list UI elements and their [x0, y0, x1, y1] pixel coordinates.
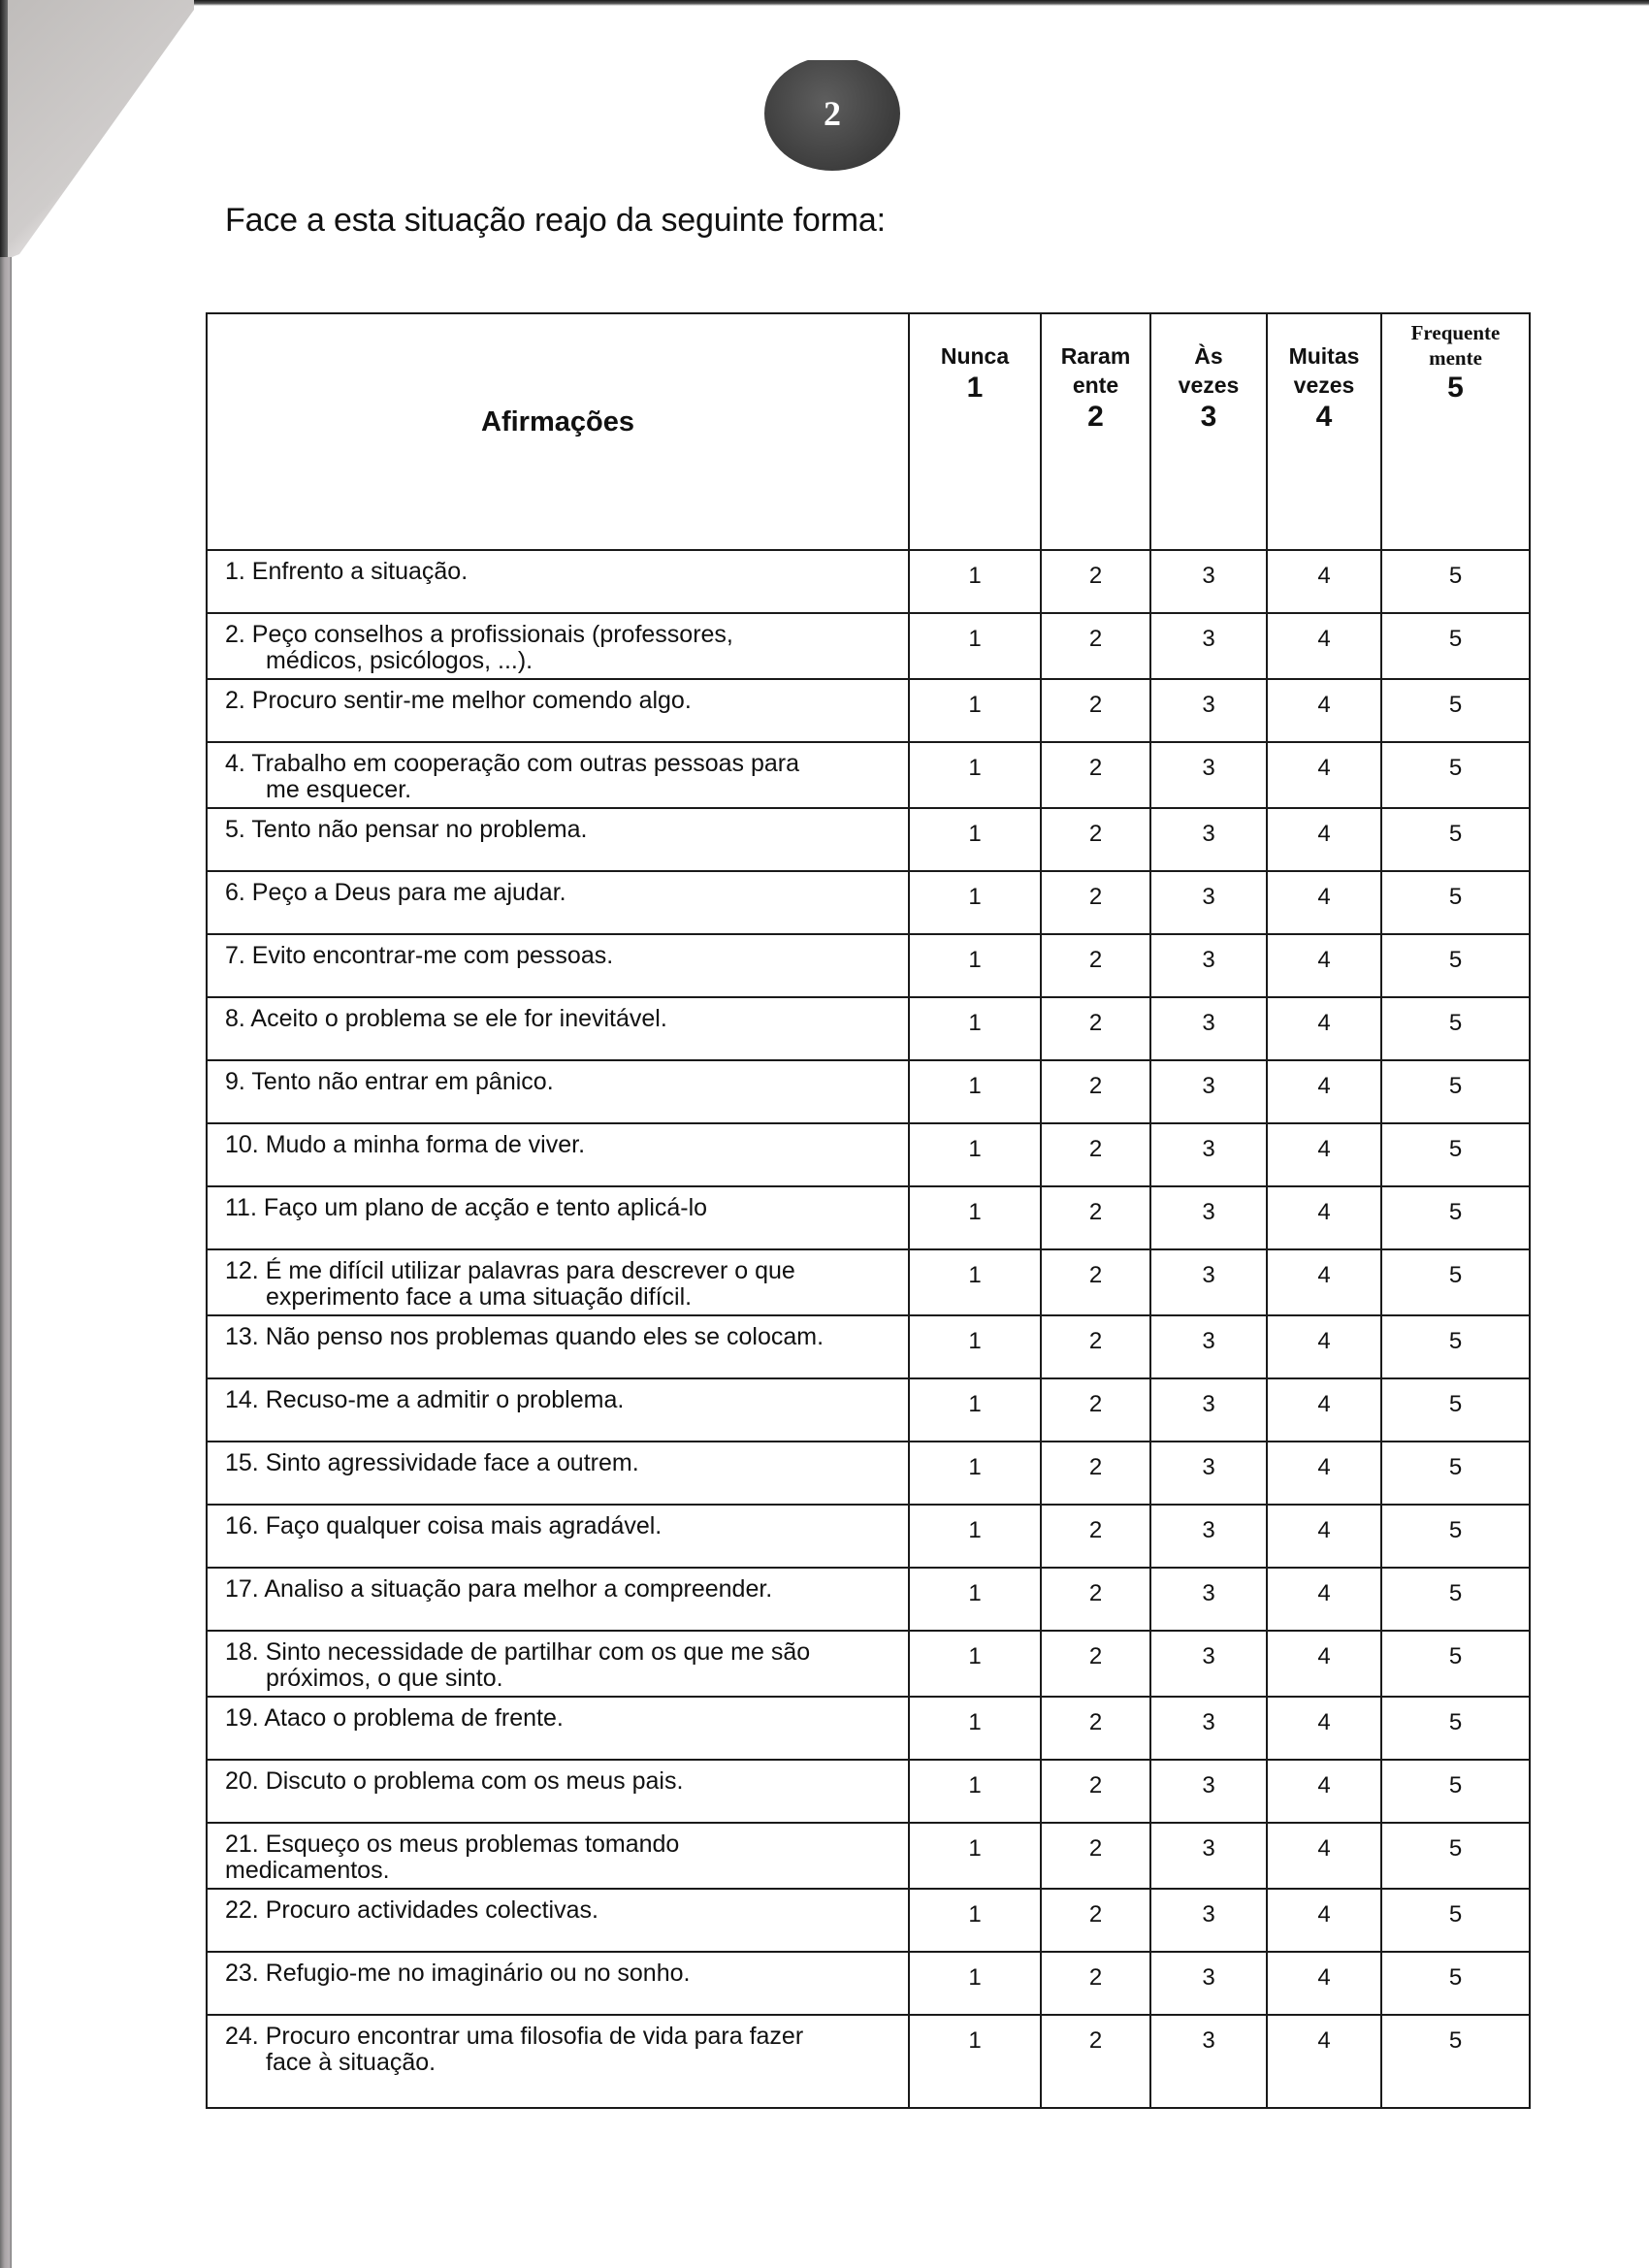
statement-text-continuation: medicamentos. — [225, 1857, 390, 1884]
rating-option-4[interactable]: 4 — [1267, 934, 1381, 997]
statement-text: 14. Recuso-me a admitir o problema. — [225, 1386, 625, 1413]
statement-cell — [207, 808, 909, 871]
rating-option-4[interactable]: 4 — [1267, 1505, 1381, 1568]
statements-column-header: Afirmações — [207, 313, 909, 550]
rating-option-1[interactable]: 1 — [909, 1952, 1041, 2015]
rating-option-4[interactable]: 4 — [1267, 742, 1381, 808]
table-row — [207, 808, 1530, 871]
statement-text: 22. Procuro actividades colectivas. — [225, 1896, 598, 1924]
option-header-4 — [1267, 313, 1381, 550]
rating-option-5[interactable]: 5 — [1381, 1060, 1530, 1123]
statement-text: 21. Esqueço os meus problemas tomando — [225, 1831, 680, 1858]
table-row — [207, 2015, 1530, 2108]
rating-option-3[interactable]: 3 — [1150, 871, 1267, 934]
page-number-badge — [764, 56, 900, 171]
table-row — [207, 1760, 1530, 1823]
rating-option-1[interactable]: 1 — [909, 1060, 1041, 1123]
rating-option-1[interactable]: 1 — [909, 1442, 1041, 1505]
rating-option-3[interactable]: 3 — [1150, 1823, 1267, 1889]
statement-text: 17. Analiso a situação para melhor a compreender. — [225, 1575, 773, 1603]
table-row — [207, 1378, 1530, 1442]
table-row — [207, 934, 1530, 997]
statement-text-continuation: próximos, o que sinto. — [266, 1665, 503, 1692]
rating-option-4[interactable]: 4 — [1267, 613, 1381, 679]
rating-option-5[interactable]: 5 — [1381, 1697, 1530, 1760]
table-row — [207, 1442, 1530, 1505]
statement-cell — [207, 1123, 909, 1186]
statement-cell — [207, 1315, 909, 1378]
statement-text: 4. Trabalho em cooperação com outras pessoas para — [225, 750, 800, 777]
option-header-2 — [1041, 313, 1150, 550]
statement-cell — [207, 1186, 909, 1249]
option-header-3 — [1150, 313, 1267, 550]
rating-option-4[interactable]: 4 — [1267, 1631, 1381, 1697]
rating-option-3[interactable]: 3 — [1150, 1760, 1267, 1823]
rating-option-3[interactable]: 3 — [1150, 1697, 1267, 1760]
rating-option-4[interactable]: 4 — [1267, 1697, 1381, 1760]
option-label: Nunca — [940, 343, 1010, 369]
rating-option-1[interactable]: 1 — [909, 550, 1041, 613]
rating-option-4[interactable]: 4 — [1267, 1378, 1381, 1442]
rating-option-3[interactable]: 3 — [1150, 1315, 1267, 1378]
rating-option-4[interactable]: 4 — [1267, 1315, 1381, 1378]
rating-option-4[interactable]: 4 — [1267, 1249, 1381, 1315]
statement-cell — [207, 1631, 909, 1697]
rating-option-3[interactable]: 3 — [1150, 742, 1267, 808]
statement-cell — [207, 550, 909, 613]
statement-text: 20. Discuto o problema com os meus pais. — [225, 1767, 684, 1795]
option-value: 2 — [1087, 401, 1104, 433]
statement-cell — [207, 742, 909, 808]
statement-cell — [207, 613, 909, 679]
rating-option-3[interactable]: 3 — [1150, 1952, 1267, 2015]
rating-option-5[interactable]: 5 — [1381, 1889, 1530, 1952]
rating-option-5[interactable]: 5 — [1381, 808, 1530, 871]
rating-option-5[interactable]: 5 — [1381, 1760, 1530, 1823]
page-number: 2 — [824, 94, 841, 133]
option-label-cont: vezes — [1178, 373, 1240, 398]
option-value: 5 — [1447, 372, 1464, 404]
statement-cell — [207, 997, 909, 1060]
statement-cell — [207, 1442, 909, 1505]
statement-text-continuation: me esquecer. — [266, 776, 412, 803]
statement-cell — [207, 1505, 909, 1568]
rating-option-5[interactable]: 5 — [1381, 613, 1530, 679]
rating-option-3[interactable]: 3 — [1150, 1505, 1267, 1568]
rating-option-2[interactable]: 2 — [1041, 997, 1150, 1060]
rating-option-1[interactable]: 1 — [909, 1697, 1041, 1760]
rating-option-2[interactable]: 2 — [1041, 1505, 1150, 1568]
rating-option-5[interactable]: 5 — [1381, 550, 1530, 613]
rating-option-4[interactable]: 4 — [1267, 1760, 1381, 1823]
rating-option-4[interactable]: 4 — [1267, 1952, 1381, 2015]
rating-option-3[interactable]: 3 — [1150, 934, 1267, 997]
statement-text-continuation: médicos, psicólogos, ...). — [266, 647, 534, 674]
statement-cell — [207, 1697, 909, 1760]
statement-text: 6. Peço a Deus para me ajudar. — [225, 879, 566, 906]
statement-text: 2. Procuro sentir-me melhor comendo algo. — [225, 687, 692, 714]
rating-option-5[interactable]: 5 — [1381, 1378, 1530, 1442]
option-label: Raram — [1060, 343, 1131, 369]
table-row — [207, 1568, 1530, 1631]
statement-text: 2. Peço conselhos a profissionais (professores, — [225, 621, 733, 648]
statement-text: 18. Sinto necessidade de partilhar com os que me são — [225, 1638, 811, 1666]
rating-option-5[interactable]: 5 — [1381, 1505, 1530, 1568]
rating-option-5[interactable]: 5 — [1381, 1568, 1530, 1631]
statement-text: 10. Mudo a minha forma de viver. — [225, 1131, 586, 1158]
statement-text: 16. Faço qualquer coisa mais agradável. — [225, 1512, 663, 1539]
statement-text: 9. Tento não entrar em pânico. — [225, 1068, 554, 1095]
option-label: Frequente — [1410, 321, 1501, 344]
rating-option-5[interactable]: 5 — [1381, 997, 1530, 1060]
rating-option-1[interactable]: 1 — [909, 1315, 1041, 1378]
statement-cell — [207, 679, 909, 742]
statement-text: 13. Não penso nos problemas quando eles se colocam. — [225, 1323, 824, 1350]
table-header-row — [207, 313, 1530, 550]
rating-option-1[interactable]: 1 — [909, 1760, 1041, 1823]
statement-text: 5. Tento não pensar no problema. — [225, 816, 588, 843]
rating-option-2[interactable]: 2 — [1041, 1760, 1150, 1823]
rating-option-1[interactable]: 1 — [909, 1823, 1041, 1889]
table-row — [207, 1186, 1530, 1249]
statement-text: 8. Aceito o problema se ele for inevitável. — [225, 1005, 667, 1032]
table-row — [207, 1123, 1530, 1186]
rating-option-2[interactable]: 2 — [1041, 1889, 1150, 1952]
rating-option-2[interactable]: 2 — [1041, 1631, 1150, 1697]
rating-option-1[interactable]: 1 — [909, 1378, 1041, 1442]
table-row — [207, 1823, 1530, 1889]
table-row — [207, 742, 1530, 808]
table-row — [207, 1315, 1530, 1378]
rating-option-2[interactable]: 2 — [1041, 871, 1150, 934]
table-row — [207, 613, 1530, 679]
rating-option-3[interactable]: 3 — [1150, 997, 1267, 1060]
table-row — [207, 679, 1530, 742]
table-row — [207, 1631, 1530, 1697]
statement-text: 23. Refugio-me no imaginário ou no sonho. — [225, 1960, 691, 1987]
rating-option-1[interactable]: 1 — [909, 1568, 1041, 1631]
rating-option-3[interactable]: 3 — [1150, 1568, 1267, 1631]
statement-text: 19. Ataco o problema de frente. — [225, 1704, 564, 1732]
statement-cell — [207, 2015, 909, 2108]
table-row — [207, 1889, 1530, 1952]
rating-option-4[interactable]: 4 — [1267, 2015, 1381, 2108]
option-label: Às — [1194, 343, 1223, 369]
rating-option-2[interactable]: 2 — [1041, 1568, 1150, 1631]
rating-option-5[interactable]: 5 — [1381, 1315, 1530, 1378]
rating-option-3[interactable]: 3 — [1150, 1378, 1267, 1442]
table-row — [207, 1697, 1530, 1760]
rating-option-4[interactable]: 4 — [1267, 1823, 1381, 1889]
statement-text: 1. Enfrento a situação. — [225, 558, 469, 585]
statement-cell — [207, 1952, 909, 2015]
statement-cell — [207, 1889, 909, 1952]
table-row — [207, 1060, 1530, 1123]
rating-option-3[interactable]: 3 — [1150, 1123, 1267, 1186]
option-value: 1 — [966, 372, 984, 404]
rating-option-2[interactable]: 2 — [1041, 1823, 1150, 1889]
rating-option-4[interactable]: 4 — [1267, 997, 1381, 1060]
coping-questionnaire-table — [206, 312, 1531, 2109]
rating-option-5[interactable]: 5 — [1381, 1186, 1530, 1249]
table-row — [207, 1249, 1530, 1315]
statement-cell — [207, 871, 909, 934]
statement-cell — [207, 1378, 909, 1442]
table-row — [207, 550, 1530, 613]
rating-option-4[interactable]: 4 — [1267, 1889, 1381, 1952]
rating-option-3[interactable]: 3 — [1150, 2015, 1267, 2108]
rating-option-1[interactable]: 1 — [909, 997, 1041, 1060]
statement-text: 12. É me difícil utilizar palavras para descrever o que — [225, 1257, 795, 1284]
rating-option-2[interactable]: 2 — [1041, 1123, 1150, 1186]
option-label-cont: ente — [1072, 373, 1119, 398]
rating-option-2[interactable]: 2 — [1041, 1315, 1150, 1378]
rating-option-5[interactable]: 5 — [1381, 1249, 1530, 1315]
rating-option-2[interactable]: 2 — [1041, 934, 1150, 997]
rating-option-3[interactable]: 3 — [1150, 613, 1267, 679]
rating-option-4[interactable]: 4 — [1267, 1123, 1381, 1186]
rating-option-2[interactable]: 2 — [1041, 1186, 1150, 1249]
statement-cell — [207, 1568, 909, 1631]
option-value: 3 — [1200, 401, 1217, 433]
rating-option-2[interactable]: 2 — [1041, 1952, 1150, 2015]
scan-folded-corner — [0, 0, 194, 262]
rating-option-2[interactable]: 2 — [1041, 613, 1150, 679]
scan-edge-top — [0, 0, 1649, 6]
table-row — [207, 1505, 1530, 1568]
statement-text: 7. Evito encontrar-me com pessoas. — [225, 942, 614, 969]
rating-option-5[interactable]: 5 — [1381, 871, 1530, 934]
rating-option-5[interactable]: 5 — [1381, 1123, 1530, 1186]
rating-option-2[interactable]: 2 — [1041, 1442, 1150, 1505]
rating-option-4[interactable]: 4 — [1267, 1186, 1381, 1249]
rating-option-1[interactable]: 1 — [909, 1249, 1041, 1315]
rating-option-1[interactable]: 1 — [909, 1505, 1041, 1568]
rating-option-1[interactable]: 1 — [909, 1123, 1041, 1186]
table-row — [207, 997, 1530, 1060]
option-header-1 — [909, 313, 1041, 550]
statement-text-continuation: experimento face a uma situação difícil. — [266, 1283, 693, 1311]
table-row — [207, 871, 1530, 934]
rating-option-2[interactable]: 2 — [1041, 1060, 1150, 1123]
rating-option-1[interactable]: 1 — [909, 742, 1041, 808]
rating-option-4[interactable]: 4 — [1267, 679, 1381, 742]
instruction-text: Face a esta situação reajo da seguinte forma: — [225, 202, 886, 239]
rating-option-5[interactable]: 5 — [1381, 1631, 1530, 1697]
rating-option-3[interactable]: 3 — [1150, 1186, 1267, 1249]
rating-option-2[interactable]: 2 — [1041, 808, 1150, 871]
rating-option-5[interactable]: 5 — [1381, 742, 1530, 808]
rating-option-4[interactable]: 4 — [1267, 1442, 1381, 1505]
rating-option-4[interactable]: 4 — [1267, 1060, 1381, 1123]
scan-edge-left — [0, 257, 12, 2268]
rating-option-3[interactable]: 3 — [1150, 1249, 1267, 1315]
rating-option-4[interactable]: 4 — [1267, 550, 1381, 613]
statement-cell — [207, 1060, 909, 1123]
rating-option-3[interactable]: 3 — [1150, 1060, 1267, 1123]
rating-option-4[interactable]: 4 — [1267, 1568, 1381, 1631]
table-row — [207, 1952, 1530, 2015]
statement-cell — [207, 934, 909, 997]
statement-cell — [207, 1823, 909, 1889]
rating-option-5[interactable]: 5 — [1381, 2015, 1530, 2108]
rating-option-2[interactable]: 2 — [1041, 2015, 1150, 2108]
rating-option-1[interactable]: 1 — [909, 808, 1041, 871]
rating-option-1[interactable]: 1 — [909, 871, 1041, 934]
rating-option-1[interactable]: 1 — [909, 934, 1041, 997]
rating-option-2[interactable]: 2 — [1041, 550, 1150, 613]
rating-option-5[interactable]: 5 — [1381, 1442, 1530, 1505]
rating-option-2[interactable]: 2 — [1041, 1697, 1150, 1760]
option-header-5 — [1381, 313, 1530, 550]
option-label-cont: vezes — [1293, 373, 1355, 398]
rating-option-1[interactable]: 1 — [909, 1186, 1041, 1249]
statement-text: 15. Sinto agressividade face a outrem. — [225, 1449, 639, 1476]
rating-option-3[interactable]: 3 — [1150, 1889, 1267, 1952]
rating-option-3[interactable]: 3 — [1150, 1631, 1267, 1697]
rating-option-2[interactable]: 2 — [1041, 679, 1150, 742]
option-value: 4 — [1315, 401, 1333, 433]
statement-text-continuation: face à situação. — [266, 2049, 436, 2076]
statement-cell — [207, 1249, 909, 1315]
rating-option-1[interactable]: 1 — [909, 2015, 1041, 2108]
rating-option-5[interactable]: 5 — [1381, 1952, 1530, 2015]
rating-option-3[interactable]: 3 — [1150, 808, 1267, 871]
statement-text: 24. Procuro encontrar uma filosofia de vida para fazer — [225, 2023, 804, 2050]
rating-option-1[interactable]: 1 — [909, 1889, 1041, 1952]
rating-option-1[interactable]: 1 — [909, 613, 1041, 679]
rating-option-2[interactable]: 2 — [1041, 1249, 1150, 1315]
rating-option-4[interactable]: 4 — [1267, 871, 1381, 934]
rating-option-5[interactable]: 5 — [1381, 679, 1530, 742]
rating-option-1[interactable]: 1 — [909, 1631, 1041, 1697]
rating-option-5[interactable]: 5 — [1381, 1823, 1530, 1889]
rating-option-2[interactable]: 2 — [1041, 1378, 1150, 1442]
rating-option-1[interactable]: 1 — [909, 679, 1041, 742]
rating-option-3[interactable]: 3 — [1150, 679, 1267, 742]
rating-option-2[interactable]: 2 — [1041, 742, 1150, 808]
option-label-cont: mente — [1429, 346, 1482, 370]
rating-option-3[interactable]: 3 — [1150, 1442, 1267, 1505]
rating-option-5[interactable]: 5 — [1381, 934, 1530, 997]
rating-option-3[interactable]: 3 — [1150, 550, 1267, 613]
option-label: Muitas — [1288, 343, 1360, 369]
scan-edge-corner — [0, 0, 8, 257]
statement-cell — [207, 1760, 909, 1823]
statement-text: 11. Faço um plano de acção e tento aplicá-lo — [225, 1194, 708, 1221]
rating-option-4[interactable]: 4 — [1267, 808, 1381, 871]
